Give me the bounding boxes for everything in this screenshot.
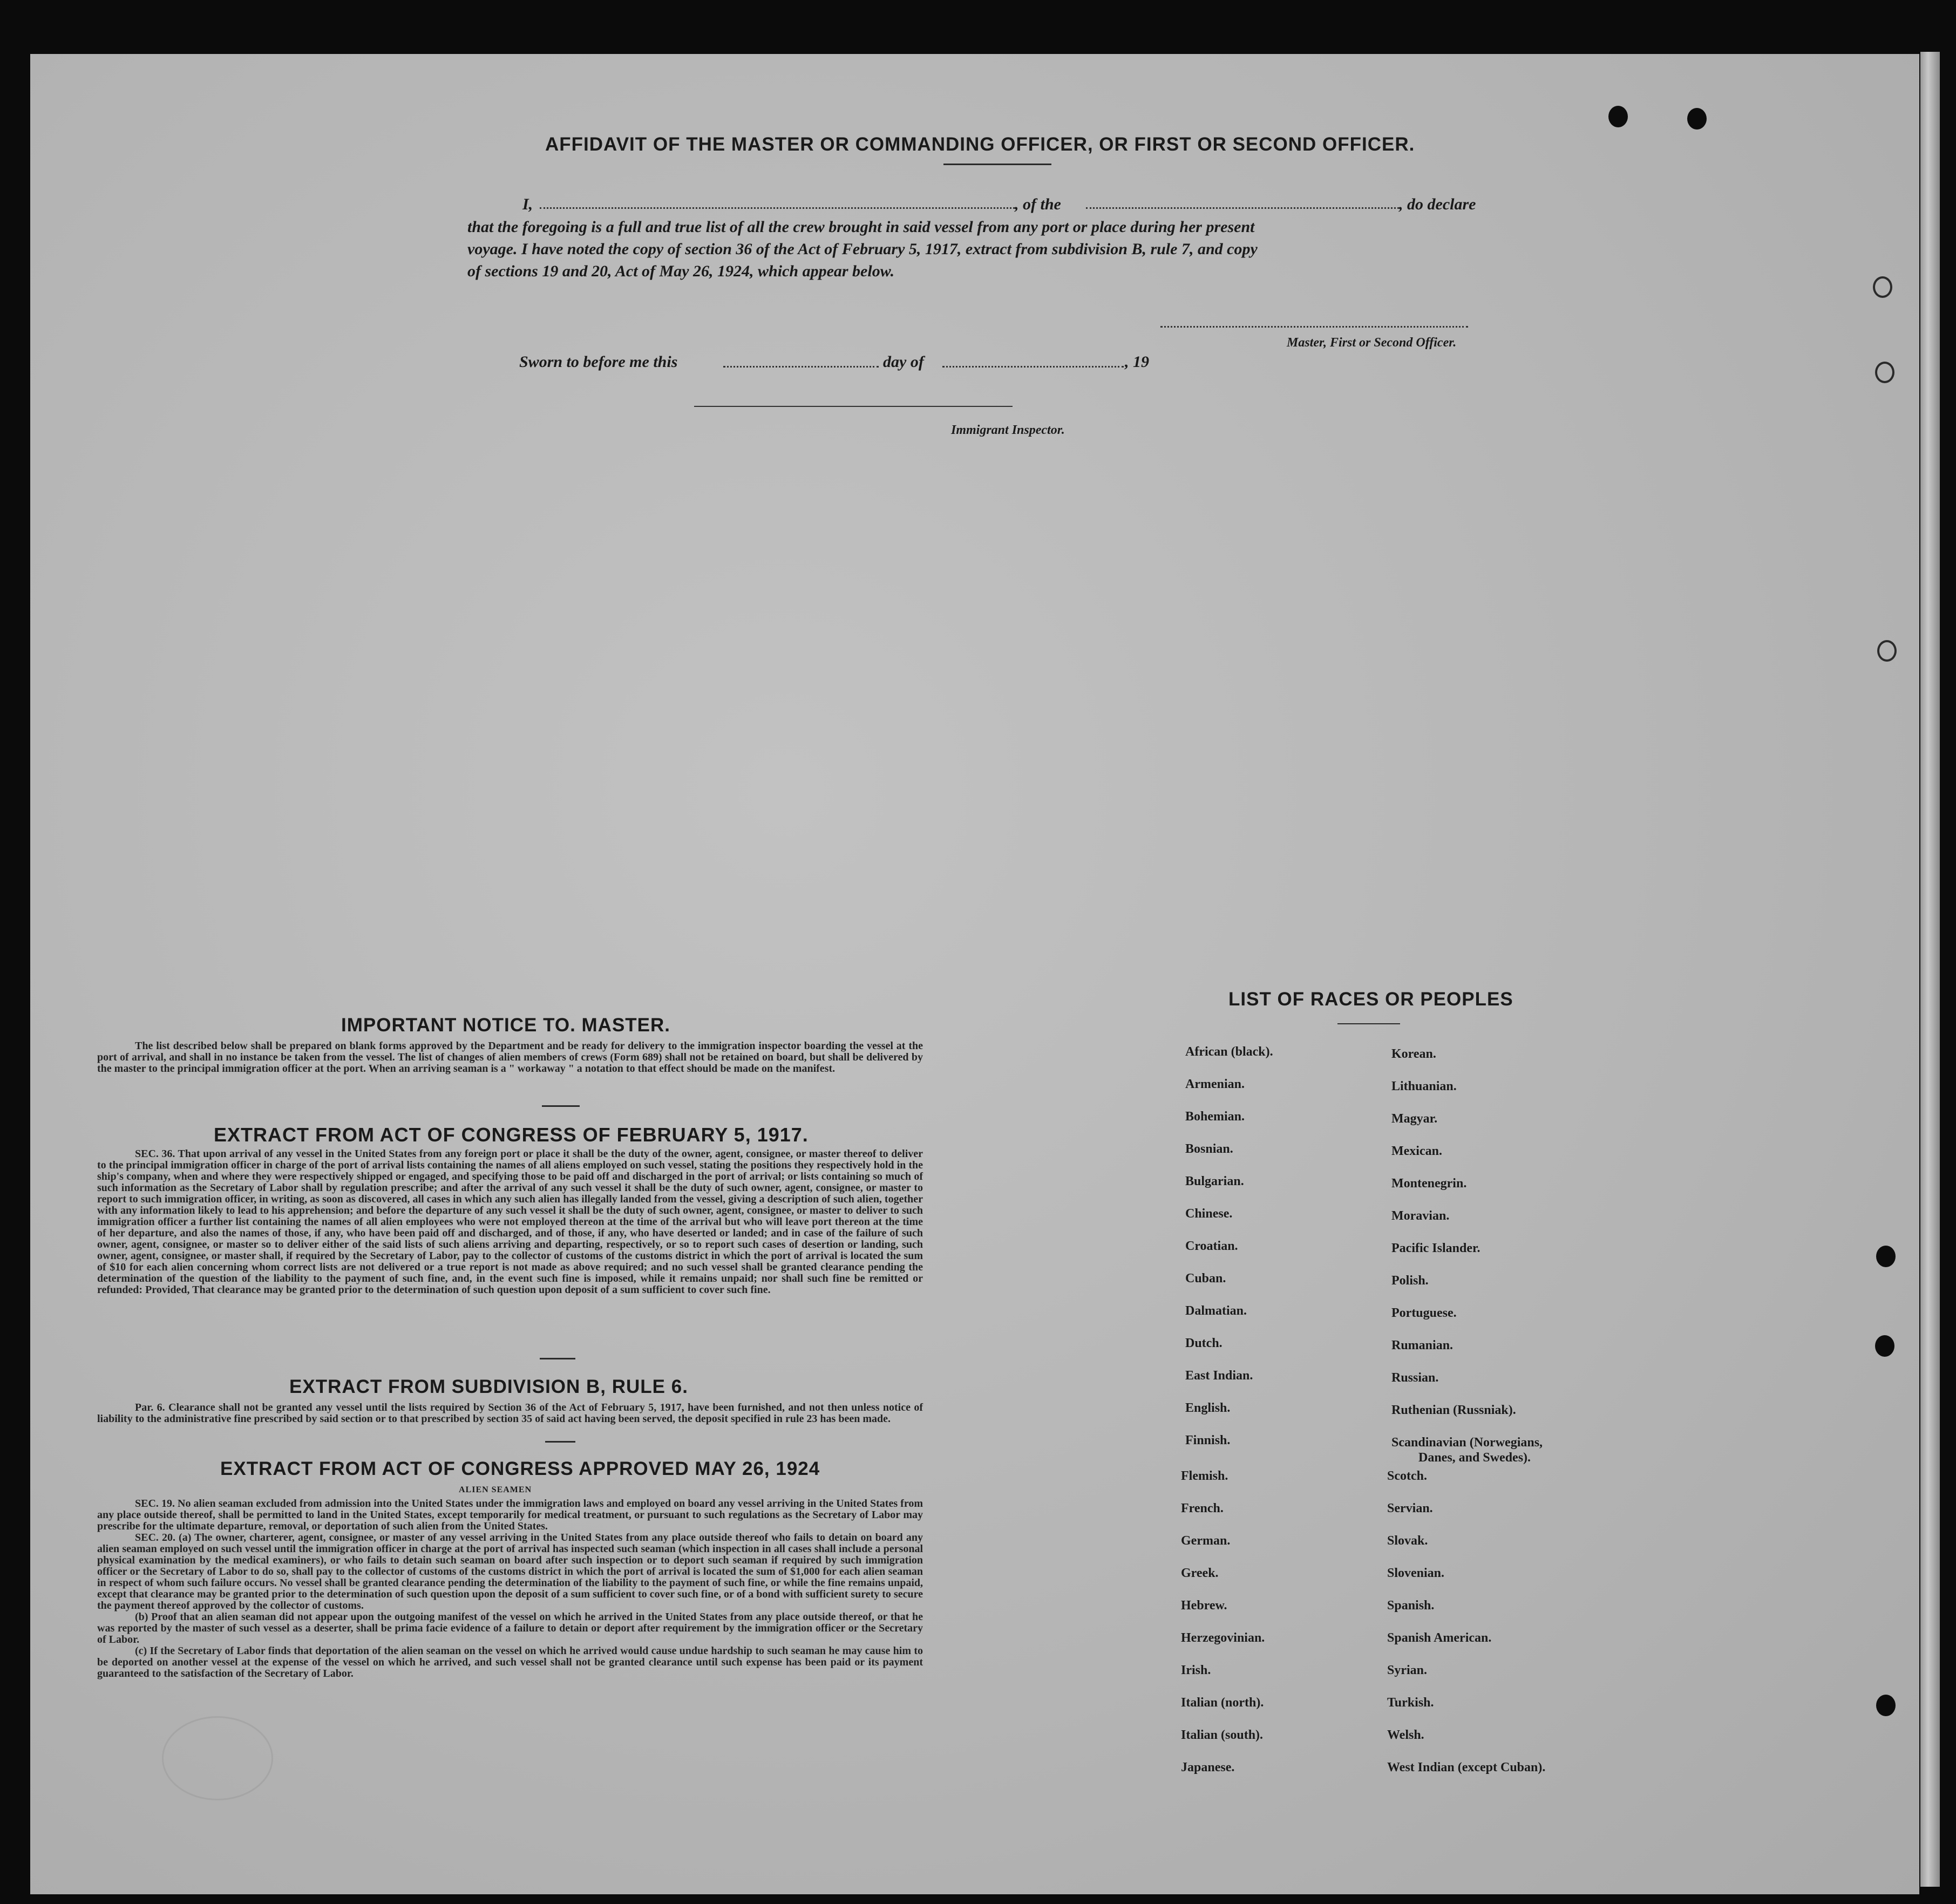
race-item: Slovak. [1387, 1534, 1428, 1548]
race-item: Syrian. [1387, 1663, 1428, 1677]
extract-1917-title: EXTRACT FROM ACT OF CONGRESS OF FEBRUARY 5, 1917. [214, 1124, 809, 1146]
race-item: Dalmatian. [1185, 1304, 1247, 1318]
inspector-label: Immigrant Inspector. [951, 423, 1065, 437]
race-item: Korean. [1391, 1047, 1436, 1061]
sworn-month-blank[interactable] [942, 366, 1124, 368]
extract-1917-text: SEC. 36. That upon arrival of any vessel in the United States from any foreign port or place it shall be the duty of the owner, agent, consignee, or master thereof to deliver to the principal immigration officer in charge of the port of arrival lists containing the names of all aliens employed on such vessel, stating the positions they respectively hold in the ship's company, when and where they were respectively shipped or engaged, and specifying those to be paid off and discharged in the port of arrival; or lists containing so much of such information as the Secretary of Labor shall by regulation prescribe; and after the arrival of any such vessel it shall be the duty of such owner, agent, consignee, or master to report to such immigration officer, in writing, as soon as discovered, all cases in which any such alien has illegally landed from the vessel, giving a description of such alien, together with any information likely to lead to his apprehension; and before the departure of any such vessel it shall be the duty of such owner, agent, consignee, or master to deliver to such immigration officer a further list containing the names of all alien employees who were not employed thereon at the time of the arrival but who will leave port thereon at the time of her departure, and also the names of those, if any, who have been paid off and discharged, and of those, if any, who have deserted or landed; and in case of the failure of such owner, agent, consignee, or master so to deliver either of the said lists of such aliens arriving and departing, respectively, or so to report such cases of desertion or landing, such owner, agent, consignee, or master shall, if required by the Secretary of Labor, pay to the collector of customs of the customs district in which the port of arrival is located the sum of $10 for each alien concerning whom correct lists are not delivered or a true report is not made as above required; and no such vessel shall be granted clearance pending the determination of the question of the liability to the payment of such fine, and, in the event such fine is imposed, while it remains unpaid; nor shall such fine be remitted or refunded: Provided, That clearance may be granted prior to the determination of such question upon deposit of a sum sufficient to cover such fine. [97, 1148, 923, 1296]
race-item: Russian. [1391, 1371, 1439, 1385]
race-item: Bulgarian. [1185, 1174, 1244, 1188]
race-item: Irish. [1181, 1663, 1211, 1677]
punch-hole-icon [1873, 276, 1892, 298]
race-item: Portuguese. [1391, 1306, 1457, 1320]
race-item: Danes, and Swedes). [1418, 1451, 1531, 1465]
race-item: Italian (north). [1181, 1696, 1264, 1710]
race-item: German. [1181, 1534, 1231, 1548]
punch-hole-icon [1876, 1695, 1896, 1716]
year-label: , 19 [1125, 353, 1149, 371]
race-item: Montenegrin. [1391, 1177, 1467, 1191]
day-of-label: day of [883, 353, 924, 371]
sec20c-text: (c) If the Secretary of Labor finds that deportation of the alien seaman on the vessel on which he arrived would cause undue hardship to such seaman he may cause him to be deported on another vessel at the expense of the vessel on which he arrived, and such vessel shall not be granted clearance until such expense has been paid or its payment guaranteed to the satisfaction of the Secretary of Labor. [97, 1645, 923, 1679]
sec20a-text: SEC. 20. (a) The owner, charterer, agent, consignee, or master of any vessel arriving in the United States from any place outside thereof who fails to detain on board any alien seaman employed on such vessel until the immigration officer in charge at the port of arrival has inspected such seaman (which inspection in all cases shall include a personal physical examination by the medical examiners), or who fails to detain such seaman on board after such inspection or to deport such seaman if required by such immigration officer or the Secretary of Labor to do so, shall pay to the collector of customs of the customs district in which the port of arrival is located the sum of $1,000 for each alien seaman in respect of whom such failure occurs. No vessel shall be granted clearance pending the determination of the liability to the payment of such fine, or while the fine remains unpaid, except that clearance may be granted prior to the determination of such question upon the deposit of a sum sufficient to cover such fine, or of a bond with sufficient surety to secure the payment thereof approved by the collector of customs. [97, 1532, 923, 1611]
race-item: Finnish. [1185, 1433, 1231, 1447]
race-item: Hebrew. [1181, 1599, 1227, 1613]
extract-rule6-text: Par. 6. Clearance shall not be granted any vessel until the lists required by Section 36 of the Act of February 5, 1917, have been furnished, and not then unless notice of liability to the administrative fine prescribed by said section or to that prescribed by section 35 of said act having been served, the deposit specified in rule 23 has been made. [97, 1402, 923, 1425]
affidavit-body-line1: that the foregoing is a full and true list of all the crew brought in said vessel from any port or place during her present [467, 218, 1255, 236]
extract-1924-subtitle: ALIEN SEAMEN [459, 1485, 532, 1494]
race-item: English. [1185, 1401, 1231, 1415]
sworn-label: Sworn to before me this [519, 353, 678, 371]
race-item: West Indian (except Cuban). [1387, 1760, 1546, 1774]
page-edge [1920, 52, 1940, 1887]
sec20b-text: (b) Proof that an alien seaman did not appear upon the outgoing manifest of the vessel on which he arrived in the United States from any place outside thereof, or that he was reported by the master of such vessel as a deserter, shall be prima facie evidence of a failure to detain or deport after requirement by the immigration officer or the Secretary of Labor. [97, 1611, 923, 1645]
affidavit-i-label: I, [522, 195, 533, 213]
race-item: Italian (south). [1181, 1728, 1264, 1742]
extract-1917-divider [540, 1358, 575, 1359]
race-item: Slovenian. [1387, 1566, 1445, 1580]
notice-divider [542, 1105, 580, 1107]
race-item: Chinese. [1185, 1207, 1233, 1221]
race-item: Spanish. [1387, 1599, 1435, 1613]
race-item: Croatian. [1185, 1239, 1238, 1253]
punch-hole-icon [1687, 108, 1707, 130]
race-item: Scotch. [1387, 1469, 1427, 1483]
race-item: Flemish. [1181, 1469, 1228, 1483]
name-blank[interactable] [540, 207, 1015, 209]
notice-title: IMPORTANT NOTICE TO. MASTER. [341, 1015, 671, 1036]
race-item: Lithuanian. [1391, 1079, 1457, 1093]
punch-hole-icon [1875, 362, 1894, 383]
race-item: Polish. [1391, 1274, 1429, 1288]
race-item: Pacific Islander. [1391, 1241, 1480, 1255]
extract-1924-title: EXTRACT FROM ACT OF CONGRESS APPROVED MAY 26, 1924 [220, 1458, 820, 1479]
race-item: French. [1181, 1501, 1224, 1515]
race-item: Scandinavian (Norwegians, [1391, 1436, 1543, 1450]
race-item: Moravian. [1391, 1209, 1450, 1223]
race-item: Welsh. [1387, 1728, 1424, 1742]
race-item: Herzegovinian. [1181, 1631, 1265, 1645]
affidavit-body-line3: of sections 19 and 20, Act of May 26, 1924, which appear below. [467, 262, 895, 280]
race-item: Cuban. [1185, 1271, 1226, 1286]
race-item: Greek. [1181, 1566, 1219, 1580]
signature-blank[interactable] [1160, 326, 1468, 328]
punch-hole-icon [1875, 1335, 1894, 1357]
race-item: Spanish American. [1387, 1631, 1492, 1645]
inspector-blank[interactable] [694, 406, 1013, 407]
races-title: LIST OF RACES OR PEOPLES [1228, 989, 1513, 1010]
punch-hole-icon [1876, 1246, 1896, 1267]
sworn-day-blank[interactable] [723, 366, 879, 368]
affidavit-title: AFFIDAVIT OF THE MASTER OR COMMANDING OFFICER, OR FIRST OR SECOND OFFICER. [545, 134, 1415, 155]
affidavit-body-line2: voyage. I have noted the copy of section 36 of the Act of February 5, 1917, extract from subdivision B, rule 7, and copy [467, 240, 1258, 258]
race-item: Bohemian. [1185, 1110, 1245, 1124]
punch-hole-icon [1877, 640, 1897, 662]
extract-1924-body [97, 1498, 923, 1679]
signature-label: Master, First or Second Officer. [1287, 336, 1457, 350]
affidavit-declare-label: , do declare [1399, 195, 1476, 213]
race-item: Bosnian. [1185, 1142, 1233, 1156]
vessel-blank[interactable] [1086, 207, 1399, 209]
notice-text: The list described below shall be prepared on blank forms approved by the Department and be ready for delivery to the immigration inspector boarding the vessel at the port of arrival, and shall in no instance be taken from the vessel. The list of changes of alien members of crews (Form 689) shall not be retained on board, but shall be delivered by the master to the principal immigration officer at the port. When an arriving seaman is a " workaway " a notation to that effect should be made on the manifest. [97, 1040, 923, 1075]
sec19-text: SEC. 19. No alien seaman excluded from admission into the United States under the immigration laws and employed on board any vessel arriving in the United States from any place outside thereof, shall be permitted to land in the United States, except temporarily for medical treatment, or pursuant to such regulations as the Secretary of Labor may prescribe for the ultimate departure, removal, or deportation of such alien from the United States. [97, 1498, 923, 1532]
race-item: Armenian. [1185, 1077, 1245, 1091]
extract-rule6-divider [545, 1441, 575, 1443]
race-item: Dutch. [1185, 1336, 1222, 1350]
faded-stamp [162, 1716, 273, 1800]
race-item: Rumanian. [1391, 1338, 1454, 1352]
race-item: Magyar. [1391, 1112, 1438, 1126]
affidavit-of-the-label: , of the [1015, 195, 1061, 213]
races-title-underline [1337, 1023, 1400, 1024]
race-item: Turkish. [1387, 1696, 1434, 1710]
race-item: Ruthenian (Russniak). [1391, 1403, 1516, 1417]
race-item: Mexican. [1391, 1144, 1442, 1158]
punch-hole-icon [1608, 106, 1628, 127]
race-item: East Indian. [1185, 1369, 1253, 1383]
race-item: African (black). [1185, 1045, 1273, 1059]
race-item: Japanese. [1181, 1760, 1235, 1774]
extract-rule6-title: EXTRACT FROM SUBDIVISION B, RULE 6. [289, 1376, 688, 1397]
title-underline [943, 164, 1051, 165]
race-item: Servian. [1387, 1501, 1433, 1515]
